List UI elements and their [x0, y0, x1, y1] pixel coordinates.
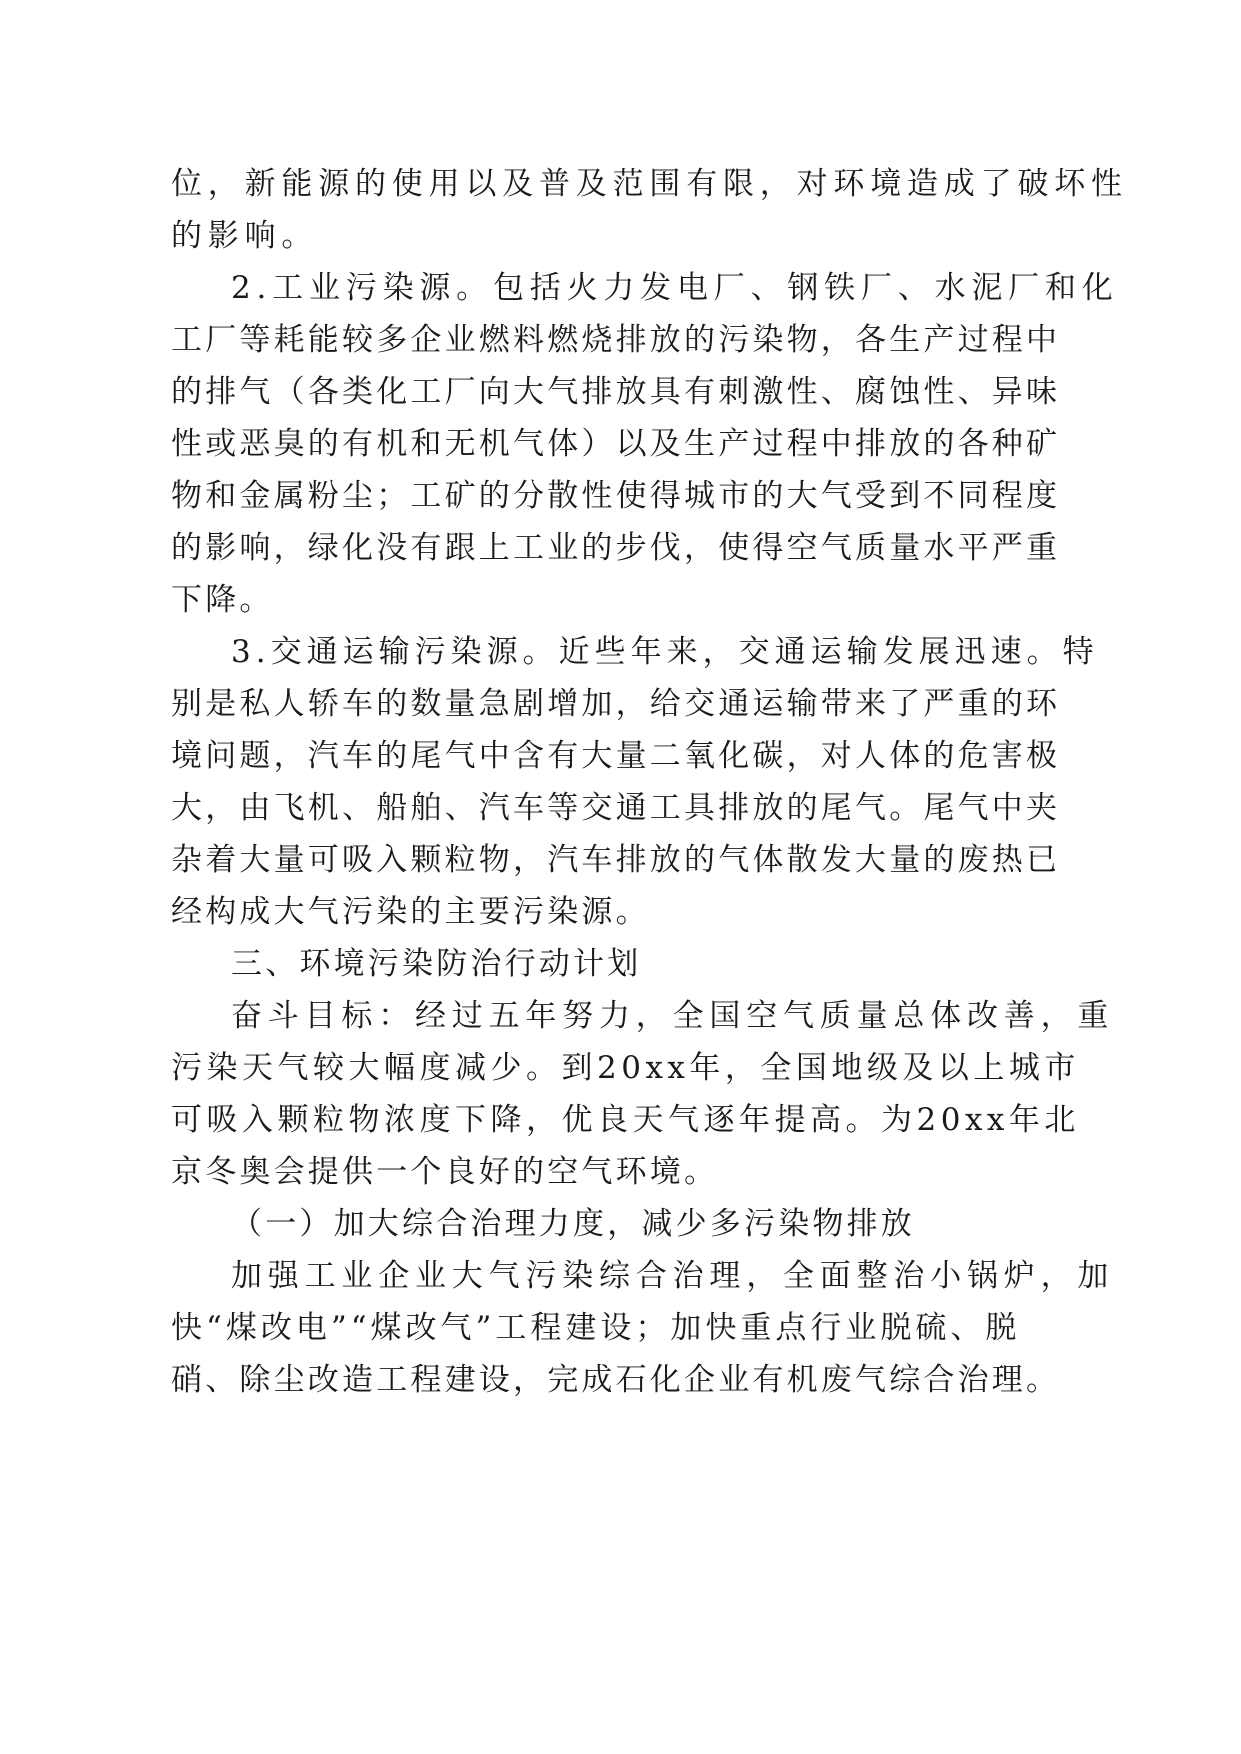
text-line: 3.交通运输污染源。近些年来，交通运输发展迅速。特	[231, 634, 1099, 670]
text-line: 污染天气较大幅度减少。到20xx年，全国地级及以上城市	[171, 1050, 1080, 1086]
text-line: 大，由飞机、船舶、汽车等交通工具排放的尾气。尾气中夹	[171, 790, 1061, 826]
text-line: 2.工业污染源。包括火力发电厂、钢铁厂、水泥厂和化	[231, 270, 1119, 306]
text-line: 奋斗目标：经过五年努力，全国空气质量总体改善，重	[231, 998, 1115, 1034]
text-line: 的影响。	[171, 218, 319, 254]
text-line: 加强工业企业大气污染综合治理，全面整治小锅炉，加	[231, 1258, 1115, 1294]
text-line: 别是私人轿车的数量急剧增加，给交通运输带来了严重的环	[171, 686, 1061, 722]
subsection-heading: （一）加大综合治理力度，减少多污染物排放	[231, 1206, 915, 1242]
text-line: 的排气（各类化工厂向大气排放具有刺激性、腐蚀性、异味	[171, 374, 1061, 410]
text-line: 下降。	[171, 582, 274, 618]
text-line: 经构成大气污染的主要污染源。	[171, 894, 650, 930]
text-line: 硝、除尘改造工程建设，完成石化企业有机废气综合治理。	[171, 1362, 1061, 1398]
text-line: 的影响，绿化没有跟上工业的步伐，使得空气质量水平严重	[171, 530, 1061, 566]
section-heading: 三、环境污染防治行动计划	[231, 946, 642, 982]
text-line: 位，新能源的使用以及普及范围有限，对环境造成了破坏性	[171, 166, 1128, 202]
text-line: 性或恶臭的有机和无机气体）以及生产过程中排放的各种矿	[171, 426, 1061, 462]
text-line: 京冬奥会提供一个良好的空气环境。	[171, 1154, 719, 1190]
text-line: 杂着大量可吸入颗粒物，汽车排放的气体散发大量的废热已	[171, 842, 1061, 878]
text-line: 物和金属粉尘；工矿的分散性使得城市的大气受到不同程度	[171, 478, 1061, 514]
text-line: 快“煤改电”“煤改气”工程建设；加快重点行业脱硫、脱	[171, 1310, 1021, 1346]
text-line: 工厂等耗能较多企业燃料燃烧排放的污染物，各生产过程中	[171, 322, 1061, 358]
text-line: 境问题，汽车的尾气中含有大量二氧化碳，对人体的危害极	[171, 738, 1061, 774]
text-line: 可吸入颗粒物浓度下降，优良天气逐年提高。为20xx年北	[171, 1102, 1080, 1138]
